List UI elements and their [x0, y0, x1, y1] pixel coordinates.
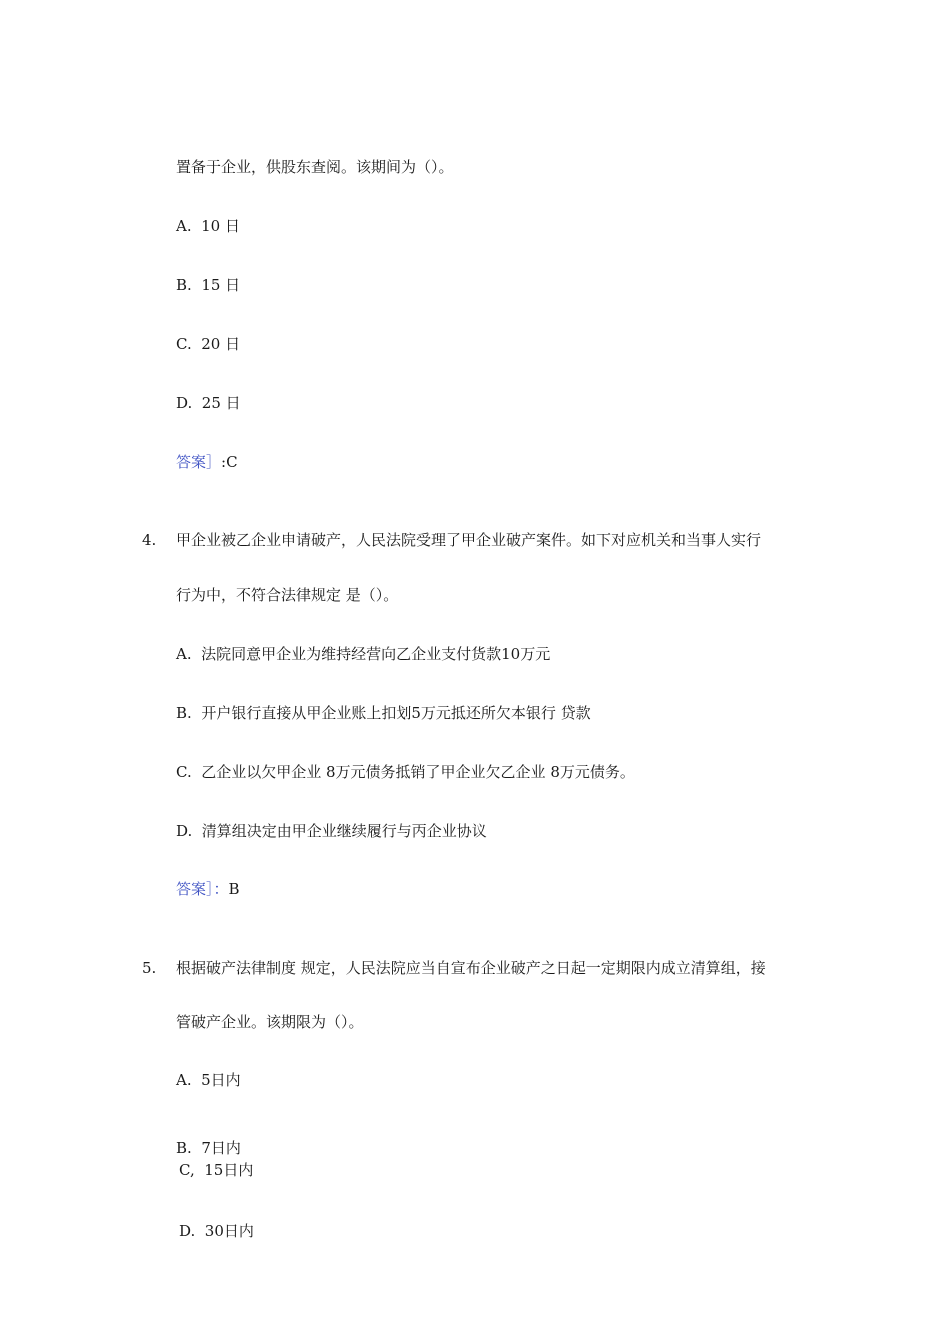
question-4-option-a: A. 法院同意甲企业为维持经营向乙企业支付货款10万元	[176, 645, 551, 663]
question-5-option-d: D. 30日内	[179, 1222, 254, 1240]
question-4-option-c: C. 乙企业以欠甲企业 8万元债务抵销了甲企业欠乙企业 8万元债务。	[176, 763, 635, 781]
question-5-stem-line-2: 管破产企业。该期限为（）。	[176, 1013, 364, 1031]
question-3-option-b: B. 15 日	[176, 276, 241, 294]
question-4-stem-line-2: 行为中，不符合法律规定 是（）。	[176, 586, 399, 604]
answer-label: 答案］：	[176, 880, 229, 898]
question-5-stem-line-1: 根据破产法律制度 规定，人民法院应当自宣布企业破产之日起一定期限内成立清算组，接	[176, 959, 766, 977]
question-4-stem-line-1: 甲企业被乙企业申请破产，人民法院受理了甲企业破产案件。如下对应机关和当事人实行	[176, 531, 762, 549]
question-4-option-d: D. 清算组决定由甲企业继续履行与丙企业协议	[176, 822, 487, 840]
answer-value: B	[228, 880, 240, 898]
answer-label: 答案］	[176, 453, 222, 471]
question-3-stem: 置备于企业，供股东查阅。该期间为（）。	[176, 158, 454, 176]
question-3-option-c: C. 20 日	[176, 335, 241, 353]
question-3-option-d: D. 25 日	[176, 394, 241, 412]
question-5-option-c: C, 15日内	[179, 1161, 254, 1179]
question-4-option-b: B. 开户银行直接从甲企业账上扣划5万元抵还所欠本银行 贷款	[176, 704, 591, 722]
answer-value: :C	[221, 453, 238, 471]
question-4-answer	[176, 879, 240, 899]
question-3-answer	[176, 452, 238, 472]
question-5-option-b: B. 7日内	[176, 1139, 241, 1157]
question-3-option-a: A. 10 日	[176, 217, 240, 235]
question-5-option-a: A. 5日内	[176, 1071, 241, 1089]
question-5-number: 5.	[142, 959, 157, 977]
question-4-number: 4.	[142, 531, 157, 549]
